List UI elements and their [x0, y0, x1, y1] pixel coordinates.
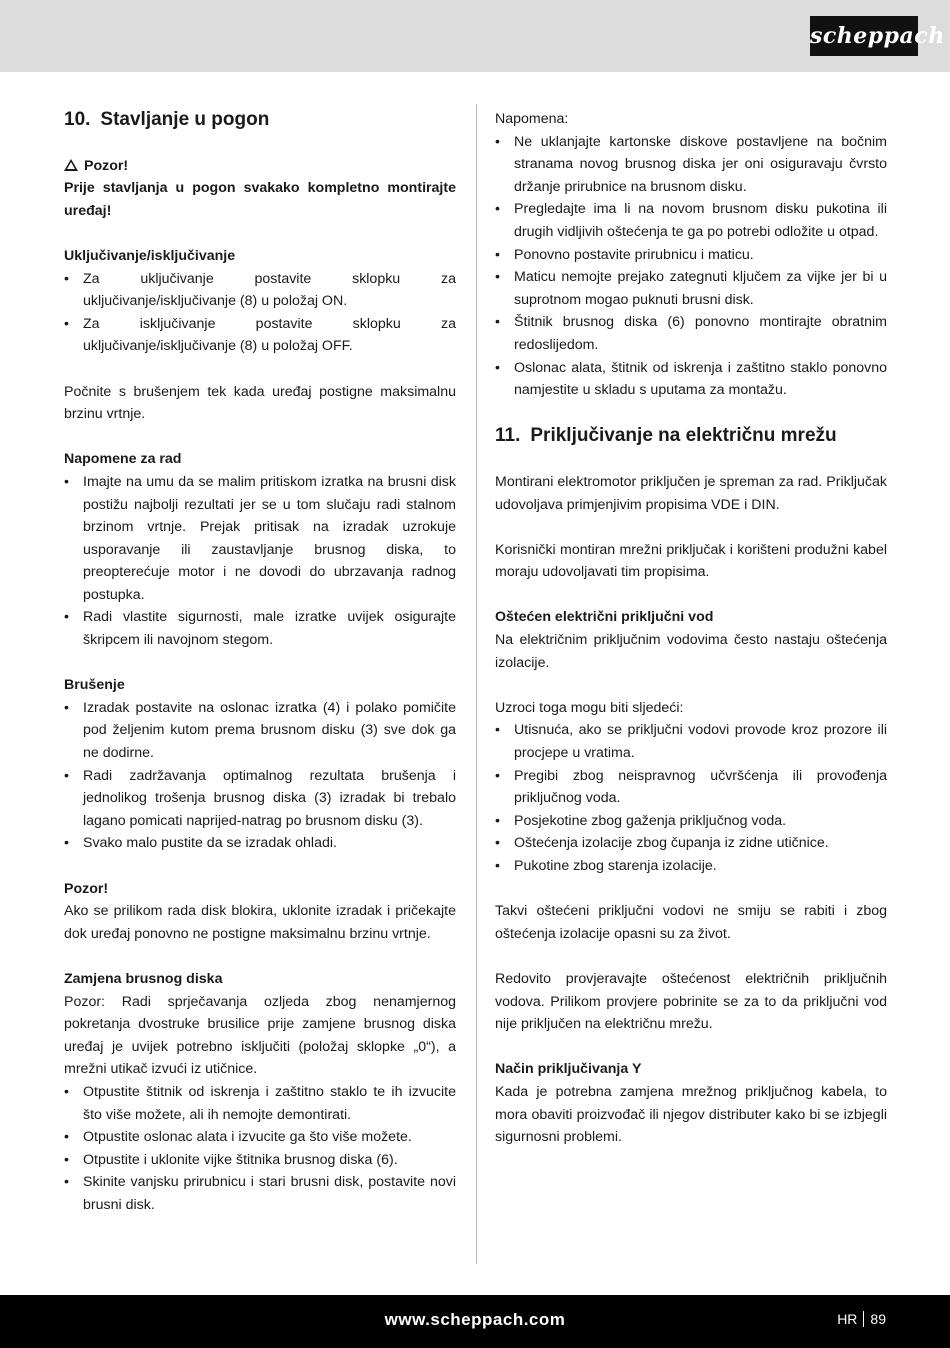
replace-disc-list: [64, 1081, 456, 1217]
warning-text: Prije stavljanja u pogon svakako kompletno montirajte uređaj!: [64, 180, 456, 219]
page-indicator: [837, 1311, 886, 1327]
mains-text-2: Korisnički montiran mrežni priključak i korišteni produžni kabel moraju udovoljavati tim propisima.: [495, 541, 887, 581]
y-connection-title: Način priključivanja Y: [495, 1061, 642, 1078]
list-item: • Pregledajte ima li na novom brusnom disku pukotina ili drugih vidljivih oštećenja te ga po potrebi odložite u otpad.: [495, 198, 887, 243]
page-number: 89: [870, 1311, 886, 1327]
list-item: • Imajte na umu da se malim pritiskom izratka na brusni disk postižu najbolji rezultati jer se u tom slučaju radi stalnom brzinom vrtnje. Prejak pritisak na izradak uzrokuje usporavanje ili zaustavljanje brusnog diska, to preopterećuje motor i ne dovodi do ubrzavanja radnog postupka.: [64, 471, 456, 607]
warning-triangle-icon: [64, 159, 78, 171]
list-item: • Radi vlastite sigurnosti, male izratke uvijek osigurajte škripcem ili navojnom stegom.: [64, 606, 456, 651]
danger-text: Takvi oštećeni priključni vodovi ne smiju se rabiti i zbog oštećenja izolacije opasni su za život.: [495, 903, 887, 942]
damaged-cable-text: Na električnim priključnim vodovima često nastaju oštećenja izolacije.: [495, 632, 887, 671]
list-item: • Otpustite i uklonite vijke štitnika brusnog diska (6).: [64, 1149, 456, 1172]
column-divider: [476, 104, 477, 1264]
damaged-cable-title: Oštećen električni priključni vod: [495, 609, 714, 626]
notes-title: Napomene za rad: [64, 451, 182, 468]
onoff-title: Uključivanje/isključivanje: [64, 247, 236, 264]
causes-text: Uzroci toga mogu biti sljedeći:: [495, 699, 684, 716]
list-item: • Radi zadržavanja optimalnog rezultata brušenja i jednolikog trošenja brusnog diska (3) izradak bi trebalo lagano pomicati naprijed-natrag po brusnom disku (3).: [64, 765, 456, 833]
replace-disc-title: Zamjena brusnog diska: [64, 970, 223, 987]
y-connection-text: Kada je potrebna zamjena mrežnog priključnog kabela, to mora obaviti proizvođač ili njegov distributer kako bi se izbjegli sigurnosni problemi.: [495, 1083, 887, 1146]
warning-title: Pozor!: [64, 155, 456, 178]
left-column: [64, 108, 456, 1217]
list-item: • Otpustite oslonac alata i izvucite ga što više možete.: [64, 1126, 456, 1149]
section-10-heading: 10. Stavljanje u pogon: [64, 109, 270, 130]
list-item: • Oslonac alata, štitnik od iskrenja i zaštitno staklo ponovno namjestite u skladu s uputama za montažu.: [495, 357, 887, 402]
list-item: • Pukotine zbog starenja izolacije.: [495, 855, 887, 878]
list-item: • Posjekotine zbog gaženja priključnog voda.: [495, 810, 887, 833]
list-item: • Ne uklanjajte kartonske diskove postavljene na bočnim stranama novog brusnog diska jer oni osiguravaju čvrsto držanje prirubnice na brusnom disku.: [495, 131, 887, 199]
list-item: • Svako malo pustite da se izradak ohladi.: [64, 832, 456, 855]
list-item: • Štitnik brusnog diska (6) ponovno montirajte obratnim redoslijedom.: [495, 311, 887, 356]
list-item: • Maticu nemojte prejako zategnuti ključem za vijke jer bi u suprotnom mogao puknuti brusni disk.: [495, 266, 887, 311]
header-bar: [0, 0, 950, 72]
list-item: • Otpustite štitnik od iskrenja i zaštitno staklo te ih izvucite što više možete, ali ih nemojte demontirati.: [64, 1081, 456, 1126]
list-item: • Skinite vanjsku prirubnicu i stari brusni disk, postavite novi brusni disk.: [64, 1171, 456, 1216]
language-code: HR: [837, 1311, 858, 1327]
onoff-list: [64, 268, 456, 358]
section-11-heading: 11. Priključivanje na električnu mrežu: [495, 425, 837, 447]
list-item: • Pregibi zbog neispravnog učvršćenja ili provođenja priključnog voda.: [495, 765, 887, 810]
check-text: Redovito provjeravajte oštećenost električnih priključnih vodova. Prilikom provjere pobrinite se za to da priključni vod nije priključen na električnu mrežu.: [495, 970, 887, 1033]
separator: [863, 1311, 864, 1327]
causes-list: [495, 719, 887, 877]
list-item: • Ponovno postavite prirubnicu i maticu.: [495, 244, 887, 267]
scheppach-logo: scheppach: [810, 16, 918, 56]
replace-disc-text: Pozor: Radi sprječavanja ozljeda zbog nenamjernog pokretanja dvostruke brusilice prije zamjene brusnog diska uređaj je uvijek potrebno isključiti (položaj sklopke „0“), a mrežni utikač izvući iz utičnice.: [64, 993, 456, 1078]
grinding-title: Brušenje: [64, 677, 125, 694]
caution-title: Pozor!: [64, 880, 109, 897]
notes-list: [64, 471, 456, 652]
note-title: Napomena:: [495, 111, 569, 127]
list-item: • Za uključivanje postavite sklopku za uključivanje/isključivanje (8) u položaj ON.: [64, 268, 456, 313]
start-text: Počnite s brušenjem tek kada uređaj postigne maksimalnu brzinu vrtnje.: [64, 383, 456, 423]
list-item: • Izradak postavite na oslonac izratka (4) i polako pomičite pod željenim kutom prema brusnom disku (3) sve dok ga ne dodirne.: [64, 697, 456, 765]
grinding-list: [64, 697, 456, 855]
footer-url: www.scheppach.com: [384, 1310, 566, 1329]
list-item: • Oštećenja izolacije zbog čupanja iz zidne utičnice.: [495, 832, 887, 855]
caution-text: Ako se prilikom rada disk blokira, uklonite izradak i pričekajte dok uređaj ponovno ne postigne maksimalnu brzinu vrtnje.: [64, 903, 456, 942]
right-column: [495, 108, 887, 1149]
footer-bar: [0, 1295, 950, 1348]
note-list: [495, 131, 887, 402]
mains-text-1: Montirani elektromotor priključen je spreman za rad. Priključak udovoljava primjenjivim propisima VDE i DIN.: [495, 473, 887, 513]
list-item: • Utisnuća, ako se priključni vodovi provode kroz prozore ili procjepe u vratima.: [495, 719, 887, 764]
list-item: • Za isključivanje postavite sklopku za uključivanje/isključivanje (8) u položaj OFF.: [64, 313, 456, 358]
